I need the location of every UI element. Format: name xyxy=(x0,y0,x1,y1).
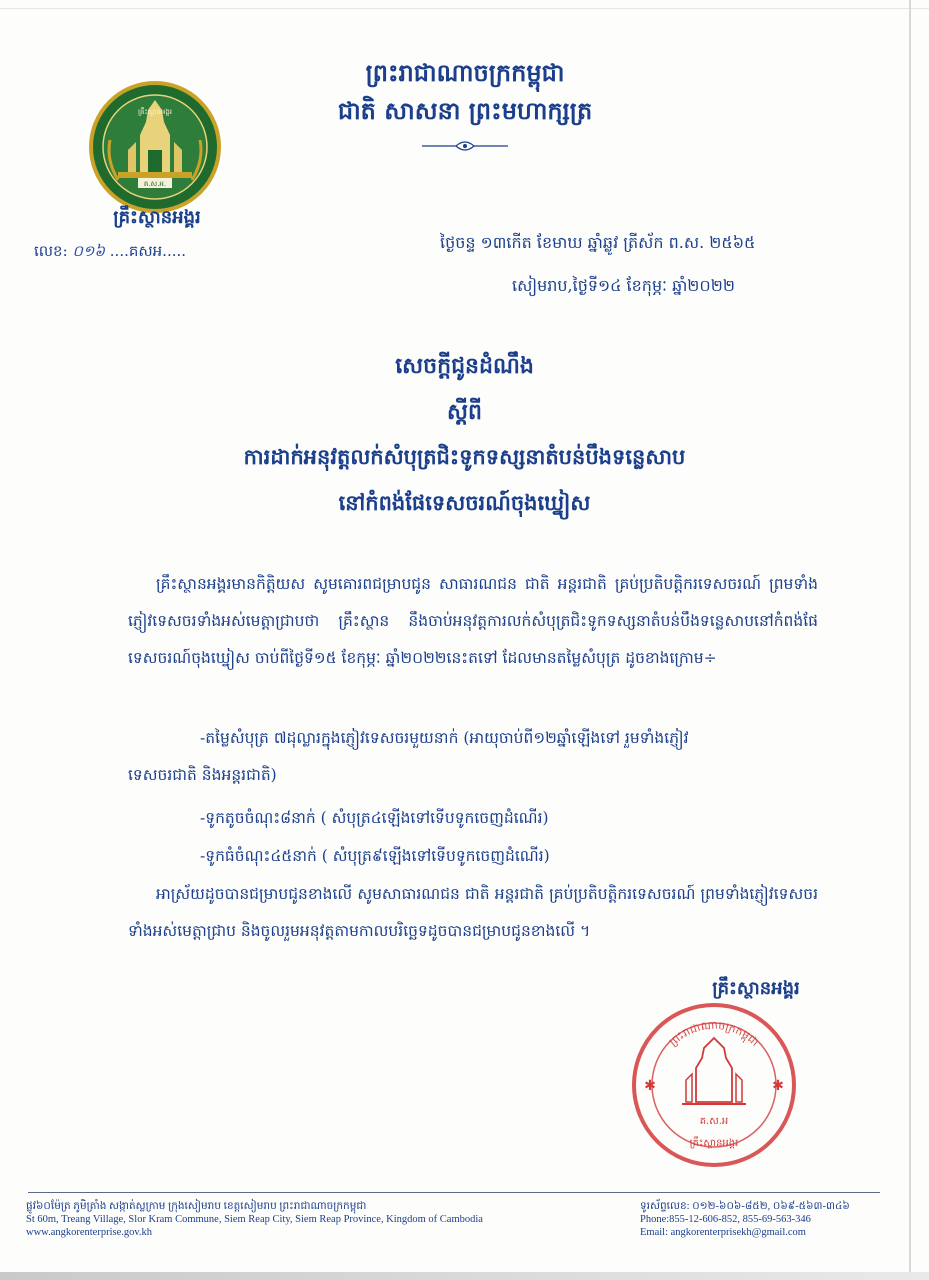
page-edge-top xyxy=(0,8,929,9)
reference-suffix: ....គសអ..... xyxy=(109,242,187,260)
price-item-3: -ទូកធំចំណុះ៤៥នាក់ ( សំបុត្រ៩ឡើងទៅទើបទូកចេញដំណើរ) xyxy=(200,847,550,865)
angkor-enterprise-logo xyxy=(88,80,222,214)
seal-text-bottom: គ្រឹះស្ថានអង្គរ xyxy=(689,1138,739,1149)
notice-title: សេចក្តីជូនដំណឹង xyxy=(395,353,534,379)
body-paragraph-2: អាស្រ័យដូចបានជម្រាបជូនខាងលើ សូមសាធារណជន ជាតិ អន្តរជាតិ គ្រប់ប្រតិបត្តិករទេសចរណ៍ ព្រមទាំងភ្ញៀវទេសចរទាំងអស់មេត្តាជ្រាប និងចូលរួមអនុវត្តតាមកាលបរិច្ឆេទដូចបានជម្រាបជូនខាងលើ ។ xyxy=(128,885,818,940)
page-edge-right xyxy=(909,0,911,1280)
footer-email-link[interactable]: Email: angkorenterprisekh@gmail.com xyxy=(640,1227,806,1238)
notice-subject-line2: នៅកំពង់ផែទេសចរណ៍ចុងឃ្នៀស xyxy=(338,490,591,515)
price-item-1-continued: ទេសចរជាតិ និងអន្តរជាតិ) xyxy=(128,766,277,784)
ornament-divider-icon xyxy=(420,138,510,154)
seal-text-top: ព្រះរាជាណាចក្រកម្ពុជា xyxy=(666,1018,762,1049)
logo-top-text: គ្រឹះស្ថានអង្គរ xyxy=(137,108,173,116)
page-bottom-edge xyxy=(0,1272,929,1280)
signer-name: គ្រឹះស្ថានអង្គរ xyxy=(712,978,800,999)
lunar-date: ថ្ងៃចន្ទ ១៣កើត ខែមាឃ ឆ្នាំឆ្លូវ ត្រីស័ក ព.ស. ២៥៦៥ xyxy=(440,233,756,252)
organization-name: គ្រឹះស្ថានអង្គរ xyxy=(113,207,201,228)
kingdom-heading: ព្រះរាជាណាចក្រកម្ពុជា xyxy=(365,58,565,87)
reference-number-value: ០១៦ xyxy=(72,242,105,260)
footer-phone-khmer: ទូរស័ព្ទលេខ: ០១២-៦០៦-៨៥២, ០៦៩-៥៦៣-៣៤៦ xyxy=(640,1201,850,1212)
solar-date: សៀមរាប,ថ្ងៃទី១៤ ខែកុម្ភៈ ឆ្នាំ២០២២ xyxy=(512,276,735,295)
seal-abbr: គ.ស.អ xyxy=(699,1116,729,1127)
reference-number xyxy=(34,242,294,264)
footer-phone-english: Phone:855-12-606-852, 855-69-563-346 xyxy=(640,1214,811,1225)
price-item-1: -តម្លៃសំបុត្រ ៧ដុល្លារក្នុងភ្ញៀវទេសចរមួយនាក់ (អាយុចាប់ពី១២ឆ្នាំឡើងទៅ រួមទាំងភ្ញៀវ xyxy=(200,729,689,747)
logo-abbr: គ.ស.អ. xyxy=(143,180,167,188)
official-red-stamp xyxy=(628,1000,800,1170)
footer-divider xyxy=(28,1192,880,1193)
seal-star-left-icon: ✱ xyxy=(644,1078,656,1094)
footer-address-english: St 60m, Treang Village, Slor Kram Commune, Siem Reap City, Siem Reap Province, Kingdom of Cambodia xyxy=(26,1214,483,1225)
footer-website-link[interactable]: www.angkorenterprise.gov.kh xyxy=(26,1227,153,1238)
price-item-2: -ទូកតូចចំណុះ៨នាក់ ( សំបុត្រ៤ឡើងទៅទើបទូកចេញដំណើរ) xyxy=(200,809,549,827)
notice-subject-line1: ការដាក់អនុវត្តលក់សំបុត្រជិះទូកទស្សនាតំបន់បឹងទន្លេសាប xyxy=(243,444,686,469)
body-paragraph-1: គ្រឹះស្ថានអង្គរមានកិត្តិយស សូមគោរពជម្រាបជូន សាធារណជន ជាតិ អន្តរជាតិ គ្រប់ប្រតិបត្តិករទេសចរណ៍ ព្រមទាំងភ្ញៀវទេសចរទាំងអស់មេត្តាជ្រាបថា គ្រឹះស្ថាន នឹងចាប់អនុវត្តការលក់សំបុត្រជិះទូកទស្សនាតំបន់បឹងទន្លេសាបនៅកំពង់ផែទេសចរណ៍ចុងឃ្នៀស ចាប់ពីថ្ងៃទី១៥ ខែកុម្ភៈ ឆ្នាំ២០២២នេះតទៅ ដែលមានតម្លៃសំបុត្រ ដូចខាងក្រោម÷ xyxy=(128,575,818,667)
footer-address-khmer: ផ្លូវ៦០ម៉ែត្រ ភូមិត្រាំង សង្កាត់ស្លក្រាម ក្រុងសៀមរាប ខេត្តសៀមរាប ព្រះរាជាណាចក្រកម្ពុជា xyxy=(26,1201,367,1212)
national-motto: ជាតិ សាសនា ព្រះមហាក្សត្រ xyxy=(337,96,593,125)
footer-contact-block xyxy=(640,1200,900,1239)
notice-subject-label: ស្តីពី xyxy=(447,399,482,425)
footer-address-block xyxy=(26,1200,616,1239)
seal-star-right-icon: ✱ xyxy=(772,1078,784,1094)
reference-prefix: លេខ: xyxy=(34,242,68,260)
